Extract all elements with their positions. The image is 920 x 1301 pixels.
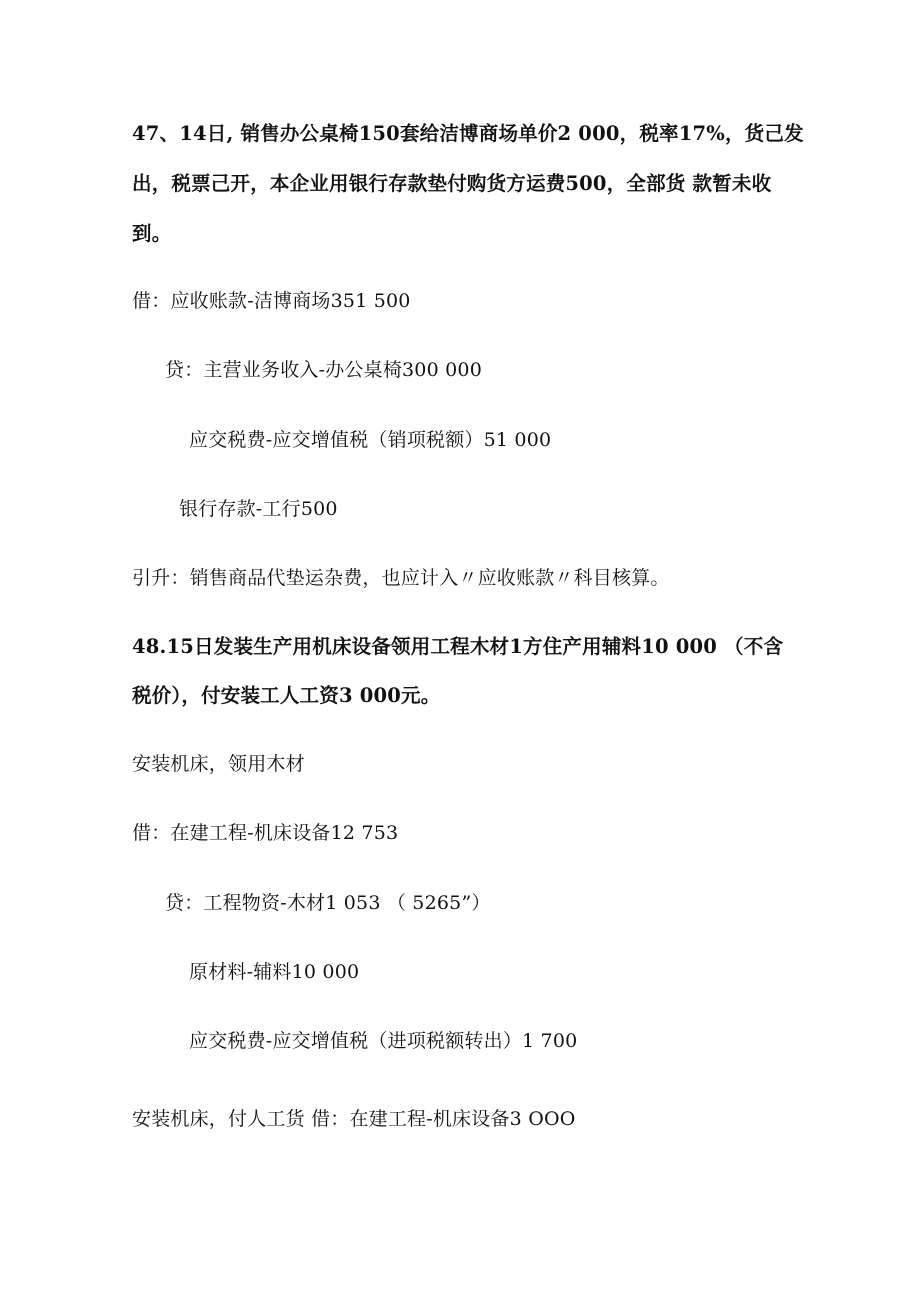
entry-47-credit-bank: 银行存款-工行500 bbox=[179, 498, 338, 520]
entry-48-caption-labor: 安装机床，付人工货 借：在建工程-机床设备3 OOO bbox=[132, 1108, 576, 1130]
entry-48-credit-tax: 应交税费-应交增值税（进项税额转出）1 700 bbox=[189, 1030, 578, 1052]
entry-48-debit: 借：在建工程-机床设备12 753 bbox=[132, 822, 399, 844]
question-47-line-3: 到。 bbox=[132, 222, 172, 245]
entry-48-caption-materials: 安装机床，领用木材 bbox=[132, 753, 305, 775]
question-48-line-2: 税价），付安装工人工资3 000元。 bbox=[132, 684, 441, 707]
entry-48-credit-materials: 贷：工程物资-木材1 053 （ 5265”） bbox=[165, 892, 491, 914]
entry-48-credit-raw: 原材料-辅料10 000 bbox=[189, 961, 360, 983]
question-48-line-1: 48.15日发装生产用机床设备领用工程木材1方住产用辅料10 000 （不含 bbox=[132, 635, 784, 658]
question-47-line-1: 47、14日, 销售办公桌椅150套给洁博商场单价2 000，税率17%，货己发 bbox=[132, 122, 804, 145]
question-47-line-2: 出，税票己开，本企业用银行存款垫付购货方运费500，全部货 款暂未收 bbox=[132, 172, 772, 195]
entry-47-credit-revenue: 贷：主营业务收入-办公桌椅300 000 bbox=[165, 359, 482, 381]
entry-47-credit-tax: 应交税费-应交增值税（销项税额）51 000 bbox=[189, 429, 552, 451]
entry-47-note: 引升：销售商品代垫运杂费，也应计入〃应收账款〃科目核算。 bbox=[132, 567, 670, 589]
entry-47-debit: 借：应收账款-洁博商场351 500 bbox=[132, 290, 411, 312]
